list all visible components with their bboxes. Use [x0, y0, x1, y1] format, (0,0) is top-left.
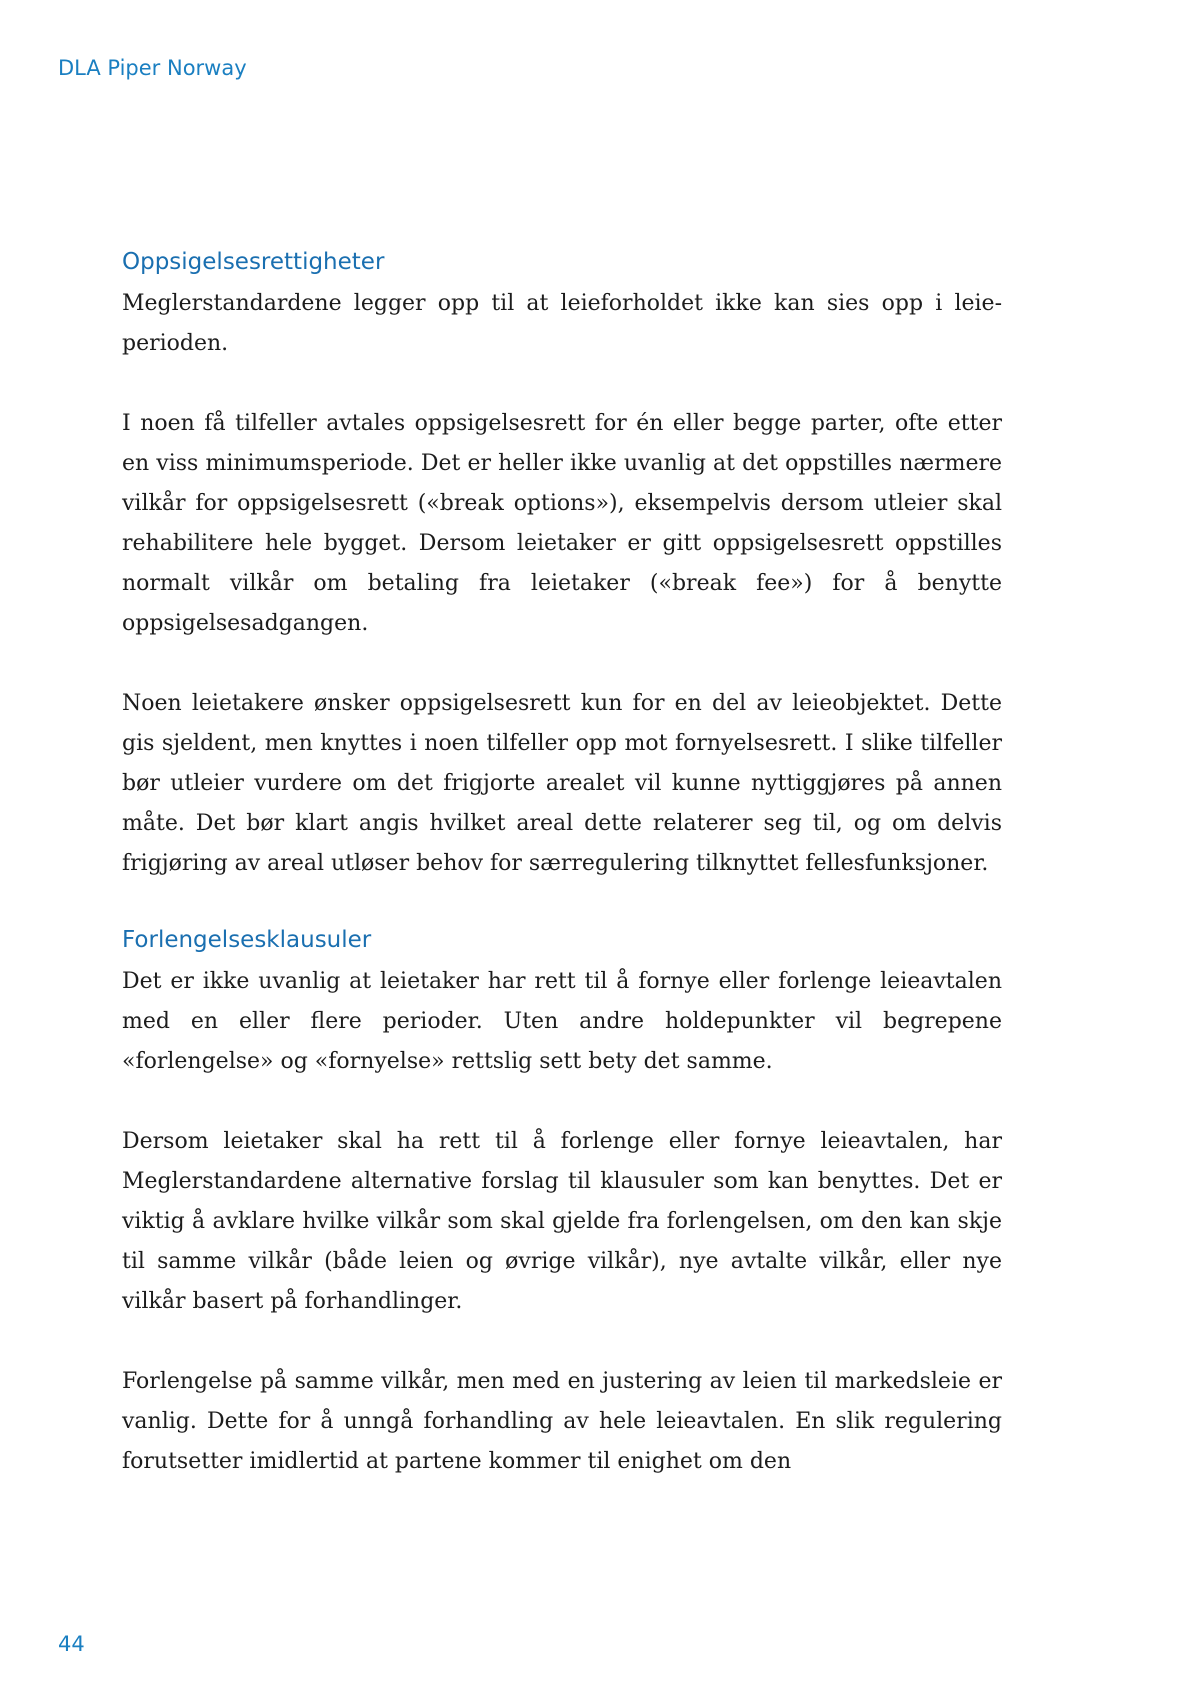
page-number: 44: [58, 1632, 85, 1656]
paragraph: Noen leietakere ønsker oppsigelsesrett kun for en del av leieobjektet. Dette gis sjeldent, men knyttes i noen tilfeller opp mot fornyelsesrett. I slike tilfeller bør utleier vurdere om det frigjorte arealet vil kunne nyttiggjøres på annen måte. Det bør klart angis hvilket areal dette relaterer seg til, og om delvis frigjøring av areal utløser behov for særregulering tilknyttet fellesfunksjoner.: [122, 691, 1002, 876]
section-forlengelsesklausuler: [122, 924, 1002, 1482]
section-oppsigelsesrettigheter: [122, 246, 1002, 884]
header-firm-name: DLA Piper Norway: [58, 56, 247, 80]
section-heading: Forlengelsesklausuler: [122, 927, 372, 953]
section-heading: Oppsigelsesrettigheter: [122, 249, 385, 275]
paragraph: Dersom leietaker skal ha rett til å forlenge eller fornye leieavtalen, har Meglerstandardene alternative forslag til klausuler som kan benyttes. Det er viktig å avklare hvilke vilkår som skal gjelde fra forlengelsen, om den kan skje til samme vilkår (både leien og øvrige vilkår), nye avtalte vilkår, eller nye vilkår basert på forhandlinger.: [122, 1129, 1002, 1314]
paragraph: Forlengelse på samme vilkår, men med en justering av leien til markedsleie er vanlig. Dette for å unngå forhandling av hele leieavtalen. En slik regulering forutsetter imidlertid at partene kommer til enighet om den: [122, 1369, 1002, 1474]
paragraph: I noen få tilfeller avtales oppsigelsesrett for én eller begge parter, ofte etter en viss minimumsperiode. Det er heller ikke uvanlig at det oppstilles nærmere vilkår for oppsigelsesrett («break options»), eksempelvis dersom utleier skal rehabilitere hele bygget. Dersom leietaker er gitt oppsigelsesrett oppstilles normalt vilkår om betaling fra leietaker («break fee») for å benytte oppsigelsesadgangen.: [122, 411, 1002, 636]
paragraph: Det er ikke uvanlig at leietaker har rett til å fornye eller forlenge leieavtalen med en eller flere perioder. Uten andre holdepunkter vil begrepene «forlengelse» og «fornyelse» rettslig sett bety det samme.: [122, 969, 1002, 1074]
page-content: [122, 246, 1002, 1522]
paragraph: Meglerstandardene legger opp til at leieforholdet ikke kan sies opp i leieperioden.: [122, 291, 1002, 356]
